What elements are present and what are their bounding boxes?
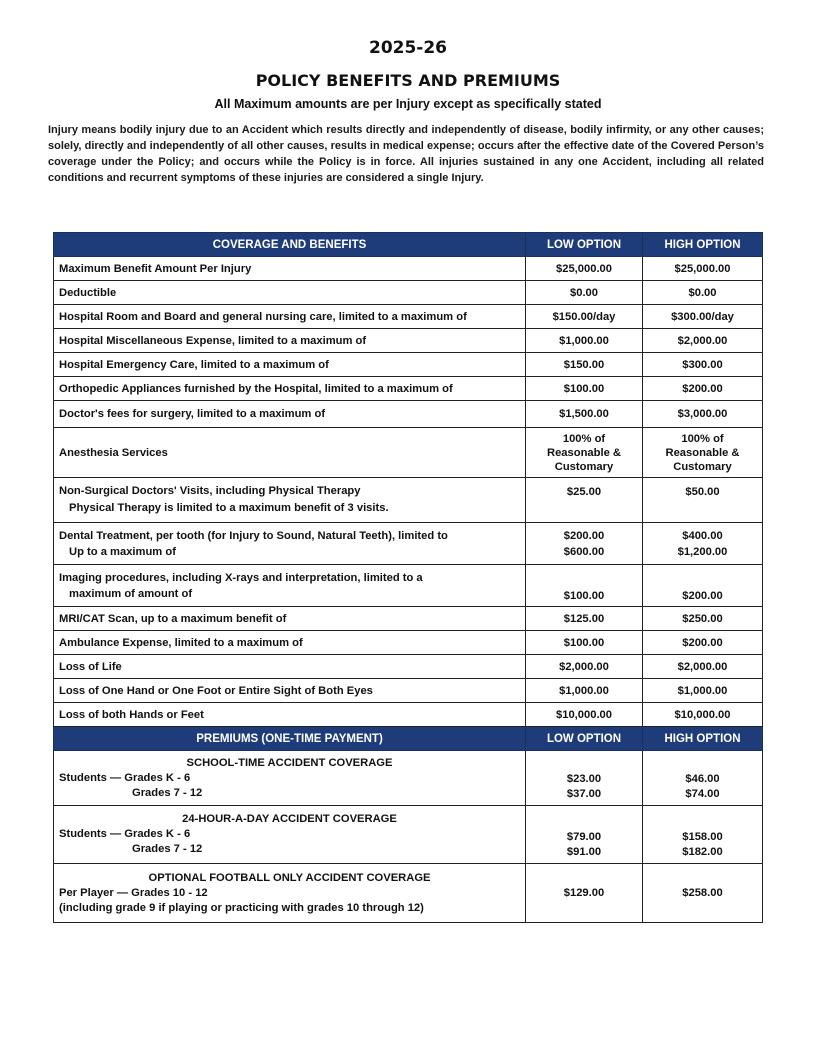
table-row [54, 329, 763, 353]
benefit-label: Doctor's fees for surgery, limited to a maximum of [54, 401, 526, 428]
benefit-label: Maximum Benefit Amount Per Injury [54, 257, 526, 281]
high-option-value: $25,000.00 [643, 257, 763, 281]
high-option-value: $1,000.00 [643, 679, 763, 703]
table-row [54, 703, 763, 727]
high-option-value: $300.00 [643, 353, 763, 377]
header-low-option: LOW OPTION [526, 233, 643, 257]
premium-section-row [54, 806, 763, 864]
benefit-label: Loss of both Hands or Feet [54, 703, 526, 727]
low-option-value: $150.00 [526, 353, 643, 377]
premiums-header-row [54, 727, 763, 751]
table-row [54, 655, 763, 679]
table-row [54, 631, 763, 655]
header-premiums: PREMIUMS (ONE-TIME PAYMENT) [54, 727, 526, 751]
benefits-header-row [54, 233, 763, 257]
high-option-value: $2,000.00 [643, 655, 763, 679]
table-row [54, 679, 763, 703]
premium-section-title: OPTIONAL FOOTBALL ONLY ACCIDENT COVERAGE [148, 871, 431, 884]
table-row [54, 257, 763, 281]
low-option-value: $150.00/day [526, 305, 643, 329]
premium-section-title: SCHOOL-TIME ACCIDENT COVERAGE [186, 756, 393, 769]
benefit-label: Dental Treatment, per tooth (for Injury to Sound, Natural Teeth), limited to Up to a maximum of [54, 523, 526, 565]
document-subtitle: All Maximum amounts are per Injury except as specifically stated [214, 97, 602, 111]
low-option-value: $1,000.00 [526, 679, 643, 703]
high-option-value: $158.00 $182.00 [643, 806, 763, 864]
low-option-value: $0.00 [526, 281, 643, 305]
premium-section-row [54, 864, 763, 923]
low-option-value: $10,000.00 [526, 703, 643, 727]
header-high-option: HIGH OPTION [643, 233, 763, 257]
header-high-option: HIGH OPTION [643, 727, 763, 751]
benefit-label: Imaging procedures, including X-rays and interpretation, limited to a maximum of amount of [54, 565, 526, 607]
table-row [54, 353, 763, 377]
high-option-value: $258.00 [643, 864, 763, 923]
benefit-label: Anesthesia Services [54, 428, 526, 478]
high-option-value: $200.00 [643, 377, 763, 401]
table-row [54, 305, 763, 329]
high-option-value: $0.00 [643, 281, 763, 305]
low-option-value: $125.00 [526, 607, 643, 631]
benefit-note: Physical Therapy is limited to a maximum benefit of 3 visits. [69, 502, 389, 514]
low-option-value: $100.00 [526, 377, 643, 401]
benefit-label: Deductible [54, 281, 526, 305]
low-option-value: $25,000.00 [526, 257, 643, 281]
low-option-value: $1,500.00 [526, 401, 643, 428]
high-option-value: $400.00 $1,200.00 [643, 523, 763, 565]
table-row [54, 523, 763, 565]
table-row [54, 281, 763, 305]
benefit-label: Non-Surgical Doctors' Visits, including Physical Therapy Physical Therapy is limited to a maximum benefit of 3 visits. [54, 478, 526, 523]
table-row [54, 377, 763, 401]
high-option-value: $50.00 [643, 478, 763, 523]
low-option-value: $79.00 $91.00 [526, 806, 643, 864]
premium-section-label: SCHOOL-TIME ACCIDENT COVERAGE Students — Grades K - 6 Grades 7 - 12 [54, 751, 526, 806]
benefit-label: Hospital Room and Board and general nursing care, limited to a maximum of [54, 305, 526, 329]
injury-definition-paragraph: Injury means bodily injury due to an Accident which results directly and independently of disease, bodily infirmity, or any other causes; solely, directly and independently of all other causes, results in medical expense; occurs after the effective date of the Covered Person’s coverage under the Policy; and occurs while the Policy is in force. All injuries sustained in any one Accident, including all related conditions and recurrent symptoms of these injuries are considered a single Injury. [48, 124, 764, 184]
table-row [54, 478, 763, 523]
low-option-value: 100% of Reasonable & Customary [526, 428, 643, 478]
low-option-value: $200.00 $600.00 [526, 523, 643, 565]
benefit-label: Loss of Life [54, 655, 526, 679]
premium-section-label: 24-HOUR-A-DAY ACCIDENT COVERAGE Students — Grades K - 6 Grades 7 - 12 [54, 806, 526, 864]
benefits-premiums-table [53, 232, 763, 923]
benefit-label: Hospital Miscellaneous Expense, limited to a maximum of [54, 329, 526, 353]
low-option-value: $100.00 [526, 565, 643, 607]
high-option-value: 100% of Reasonable & Customary [643, 428, 763, 478]
high-option-value: $3,000.00 [643, 401, 763, 428]
high-option-value: $200.00 [643, 565, 763, 607]
premium-section-label: OPTIONAL FOOTBALL ONLY ACCIDENT COVERAGE Per Player — Grades 10 - 12 (including grade 9 if playing or practicing with grades 10 through 12) [54, 864, 526, 923]
benefit-label: Hospital Emergency Care, limited to a maximum of [54, 353, 526, 377]
benefit-label: Ambulance Expense, limited to a maximum of [54, 631, 526, 655]
premium-section-row [54, 751, 763, 806]
header-low-option: LOW OPTION [526, 727, 643, 751]
high-option-value: $200.00 [643, 631, 763, 655]
high-option-value: $46.00 $74.00 [643, 751, 763, 806]
low-option-value: $1,000.00 [526, 329, 643, 353]
table-row [54, 401, 763, 428]
premium-section-title: 24-HOUR-A-DAY ACCIDENT COVERAGE [182, 813, 397, 825]
low-option-value: $25.00 [526, 478, 643, 523]
high-option-value: $300.00/day [643, 305, 763, 329]
high-option-value: $2,000.00 [643, 329, 763, 353]
high-option-value: $250.00 [643, 607, 763, 631]
table-row [54, 565, 763, 607]
benefit-label: MRI/CAT Scan, up to a maximum benefit of [54, 607, 526, 631]
low-option-value: $23.00 $37.00 [526, 751, 643, 806]
high-option-value: $10,000.00 [643, 703, 763, 727]
low-option-value: $100.00 [526, 631, 643, 655]
table-row [54, 607, 763, 631]
low-option-value: $2,000.00 [526, 655, 643, 679]
table-row [54, 428, 763, 478]
low-option-value: $129.00 [526, 864, 643, 923]
header-coverage-benefits: COVERAGE AND BENEFITS [54, 233, 526, 257]
document-year: 2025-26 [368, 38, 448, 58]
benefit-label: Loss of One Hand or One Foot or Entire Sight of Both Eyes [54, 679, 526, 703]
document-title: POLICY BENEFITS AND PREMIUMS [255, 71, 561, 90]
benefit-label: Orthopedic Appliances furnished by the Hospital, limited to a maximum of [54, 377, 526, 401]
